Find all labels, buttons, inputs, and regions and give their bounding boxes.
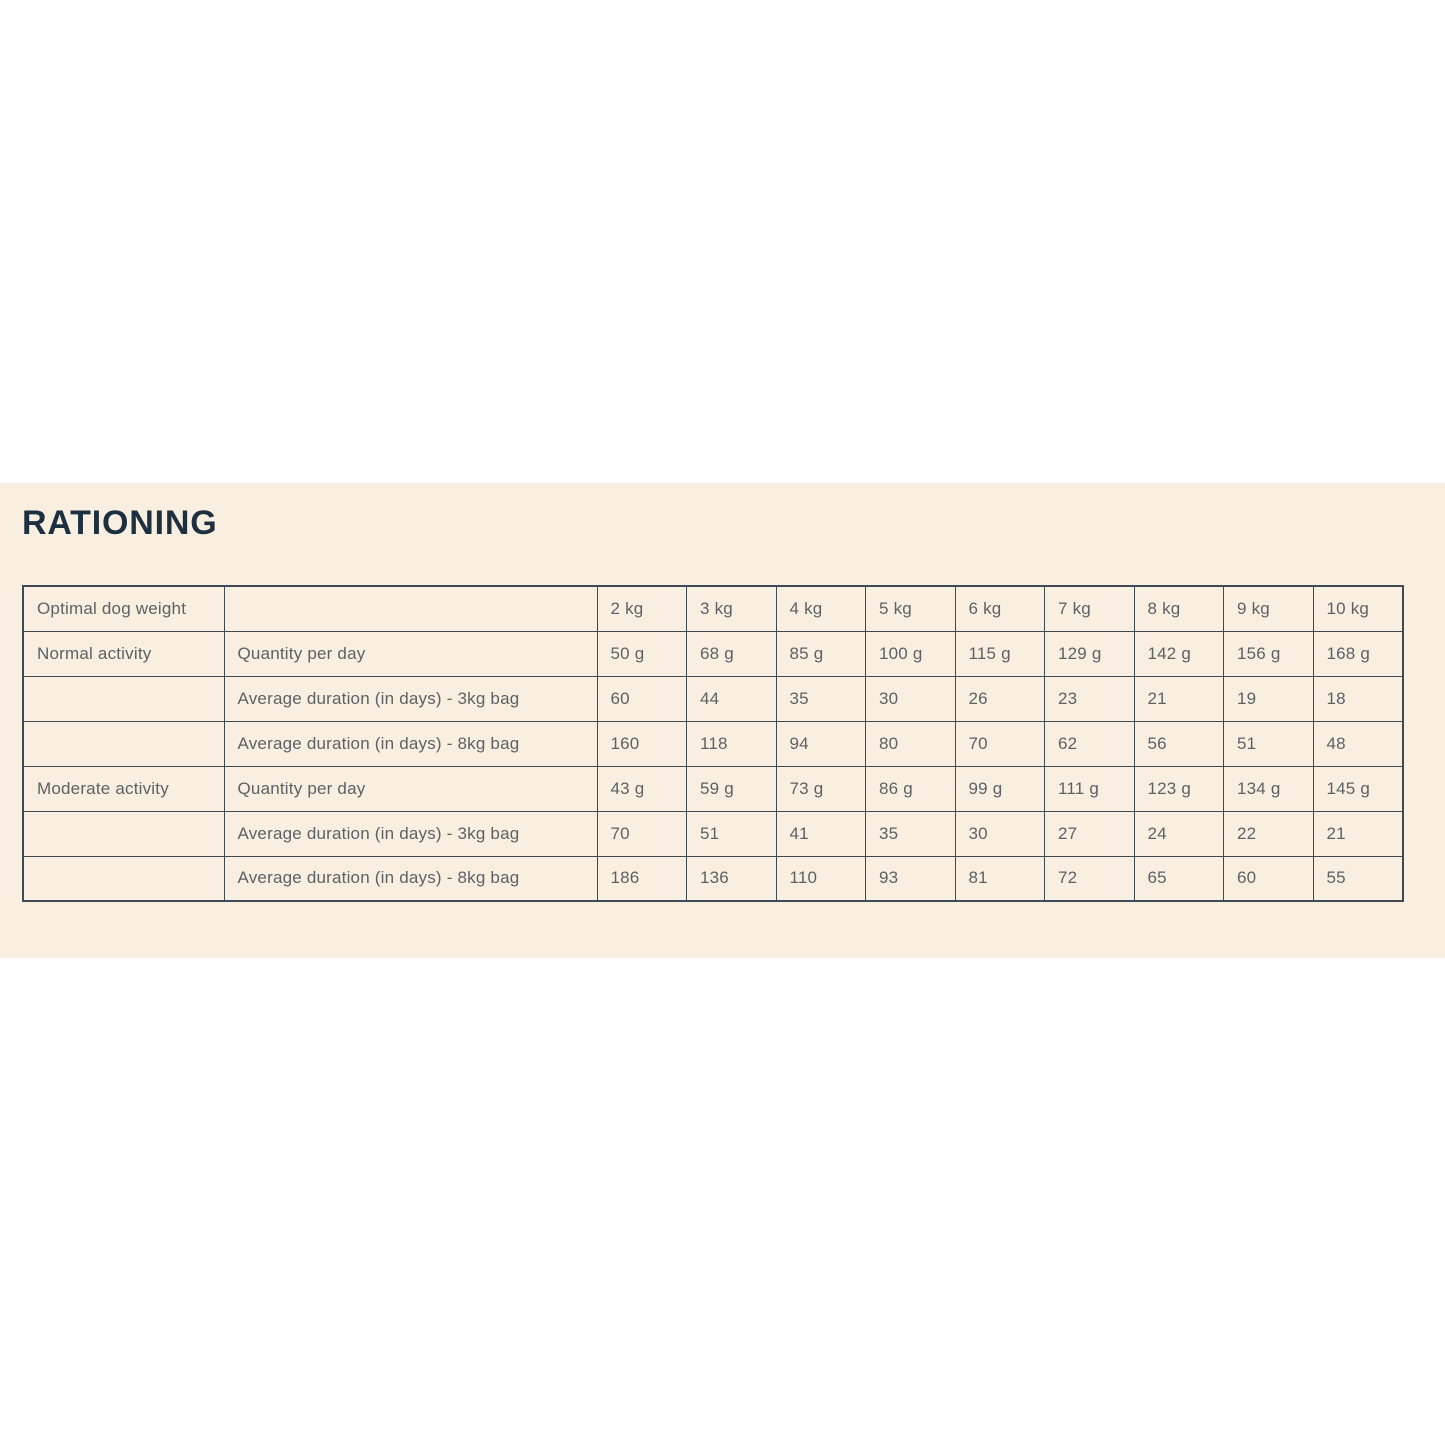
value-cell: 186 [597,856,687,901]
value-cell: 168 g [1313,631,1403,676]
value-cell: 70 [597,811,687,856]
value-cell: 19 [1224,676,1314,721]
weight-header-cell: 5 kg [866,586,956,631]
table-row-normal-quantity [23,631,1403,676]
value-cell: 50 g [597,631,687,676]
section-title: RATIONING [22,504,218,542]
value-cell: 80 [866,721,956,766]
value-cell: 62 [1045,721,1135,766]
activity-cell [23,856,224,901]
row-label-cell: Average duration (in days) - 8kg bag [224,856,597,901]
value-cell: 93 [866,856,956,901]
value-cell: 118 [687,721,777,766]
activity-cell [23,811,224,856]
value-cell: 60 [597,676,687,721]
value-cell: 24 [1134,811,1224,856]
value-cell: 60 [1224,856,1314,901]
value-cell: 134 g [1224,766,1314,811]
value-cell: 51 [1224,721,1314,766]
value-cell: 142 g [1134,631,1224,676]
value-cell: 30 [955,811,1045,856]
value-cell: 94 [776,721,866,766]
value-cell: 27 [1045,811,1135,856]
table-row-normal-8kg [23,721,1403,766]
rationing-table [22,585,1404,902]
value-cell: 21 [1313,811,1403,856]
activity-cell [23,676,224,721]
value-cell: 55 [1313,856,1403,901]
table-row-moderate-8kg [23,856,1403,901]
activity-cell: Normal activity [23,631,224,676]
corner-label-cell: Optimal dog weight [23,586,224,631]
value-cell: 48 [1313,721,1403,766]
weight-header-cell: 3 kg [687,586,777,631]
table-row-header [23,586,1403,631]
value-cell: 65 [1134,856,1224,901]
value-cell: 72 [1045,856,1135,901]
value-cell: 43 g [597,766,687,811]
table-row-moderate-quantity [23,766,1403,811]
table-row-normal-3kg [23,676,1403,721]
row-label-cell: Quantity per day [224,631,597,676]
value-cell: 100 g [866,631,956,676]
row-label-cell: Average duration (in days) - 3kg bag [224,811,597,856]
value-cell: 123 g [1134,766,1224,811]
value-cell: 160 [597,721,687,766]
weight-header-cell: 4 kg [776,586,866,631]
activity-cell [23,721,224,766]
value-cell: 44 [687,676,777,721]
weight-header-cell: 7 kg [1045,586,1135,631]
value-cell: 26 [955,676,1045,721]
value-cell: 85 g [776,631,866,676]
weight-header-cell: 8 kg [1134,586,1224,631]
value-cell: 145 g [1313,766,1403,811]
value-cell: 51 [687,811,777,856]
value-cell: 22 [1224,811,1314,856]
activity-cell: Moderate activity [23,766,224,811]
value-cell: 30 [866,676,956,721]
value-cell: 156 g [1224,631,1314,676]
weight-header-cell: 9 kg [1224,586,1314,631]
value-cell: 81 [955,856,1045,901]
value-cell: 129 g [1045,631,1135,676]
value-cell: 70 [955,721,1045,766]
value-cell: 86 g [866,766,956,811]
value-cell: 23 [1045,676,1135,721]
value-cell: 68 g [687,631,777,676]
row-label-cell: Average duration (in days) - 8kg bag [224,721,597,766]
value-cell: 110 [776,856,866,901]
value-cell: 73 g [776,766,866,811]
value-cell: 136 [687,856,777,901]
value-cell: 115 g [955,631,1045,676]
value-cell: 21 [1134,676,1224,721]
weight-header-cell: 10 kg [1313,586,1403,631]
rationing-section [0,483,1445,958]
value-cell: 59 g [687,766,777,811]
value-cell: 56 [1134,721,1224,766]
row-label-cell: Average duration (in days) - 3kg bag [224,676,597,721]
value-cell: 35 [776,676,866,721]
weight-header-cell: 6 kg [955,586,1045,631]
value-cell: 35 [866,811,956,856]
weight-header-cell: 2 kg [597,586,687,631]
empty-header-cell [224,586,597,631]
row-label-cell: Quantity per day [224,766,597,811]
value-cell: 18 [1313,676,1403,721]
value-cell: 111 g [1045,766,1135,811]
value-cell: 99 g [955,766,1045,811]
table-row-moderate-3kg [23,811,1403,856]
value-cell: 41 [776,811,866,856]
